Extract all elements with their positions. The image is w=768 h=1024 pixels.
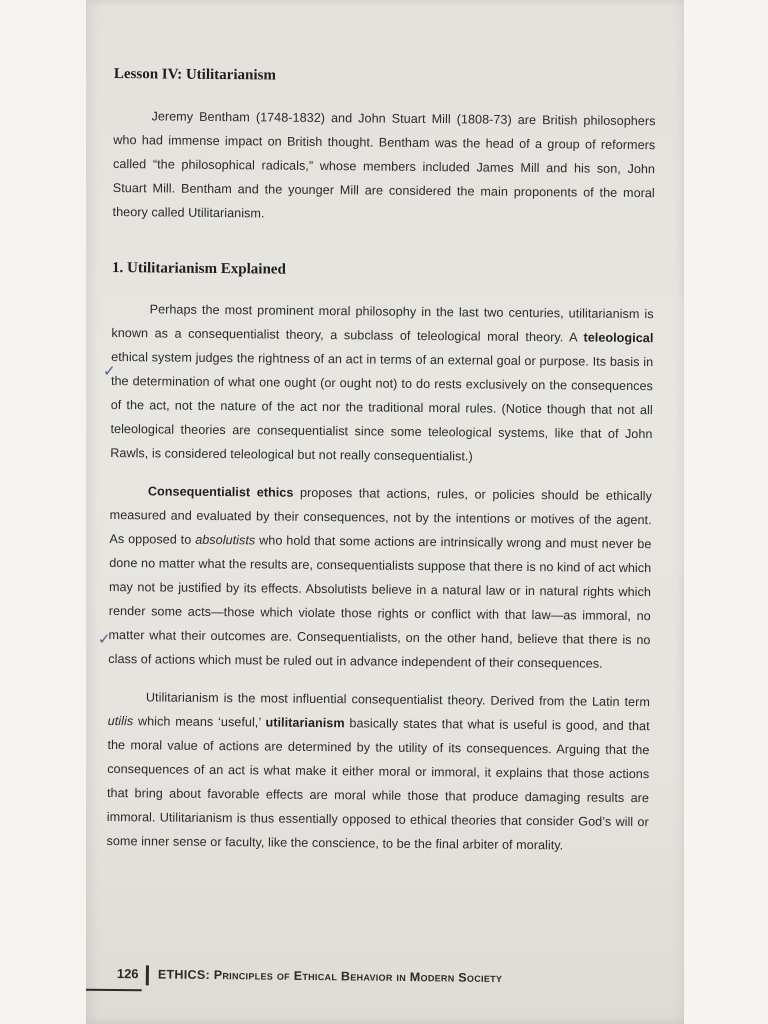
page-number: 126 xyxy=(116,966,139,982)
term-absolutists: absolutists xyxy=(195,532,256,548)
check-mark-icon: ✓ xyxy=(103,362,116,380)
section-title: 1. Utilitarianism Explained xyxy=(111,259,286,278)
book-page xyxy=(86,0,684,1024)
intro-paragraph: Jeremy Bentham (1748-1832) and John Stuart Mill (1808-73) are British philosophers who had immense impact on British thought. Bentham was the head of a group of reformers called “the philosophical radicals,” whose members included James Mill and his son, John Stuart Mill. Bentham and the younger Mill are considered the main proponents of the moral theory called Utilitarianism. xyxy=(112,109,656,221)
background-right xyxy=(684,0,768,1024)
term-utilitarianism: utilitarianism xyxy=(265,715,345,731)
term-consequentialist-ethics: Consequentialist ethics xyxy=(147,484,294,500)
check-mark-icon: ✓ xyxy=(98,630,111,648)
text-run: basically states that what is useful is good, and that the moral value of actions are determined by the utility of its consequences. Arguing that the consequences of an act is what make it either moral or immoral, it explains that those actions that bring about favorable effects are moral while those that produce damaging results are immoral. Utilitarianism is thus essentially opposed to ethical theories that consider God’s will or some inner sense or faculty, like the conscience, to be the final arbiter of morality. xyxy=(106,716,650,853)
lesson-title: Lesson IV: Utilitarianism xyxy=(113,66,276,84)
background-left xyxy=(0,0,86,1024)
term-utilis: utilis xyxy=(107,713,134,729)
term-teleological: teleological xyxy=(583,330,654,346)
paragraph-consequentialist xyxy=(108,479,652,676)
page-footer xyxy=(114,963,664,999)
footer-divider xyxy=(146,965,149,985)
paragraph-teleological xyxy=(110,297,654,470)
text-run: ethical system judges the rightness of an act in terms of an external goal or purpose. Its basis in the determination of what one ought (or ought not) to do rests exclusively on the consequences of the act, not the nature of the act nor the traditional moral rules. (Notice though that not all teleological theories are consequentialist since some teleological systems, like that of John Rawls, is considered teleological but not really consequentialist.) xyxy=(110,349,654,464)
text-run: proposes that actions, rules, or policies should be ethically measured and evaluated by their consequences, not by the intentions or motives of the agent. As opposed to xyxy=(109,485,652,547)
paragraph-utilitarianism xyxy=(106,685,650,858)
book-title: ETHICS: Principles of Ethical Behavior in Modern Society xyxy=(157,967,503,986)
text-run: who hold that some actions are intrinsically wrong and must never be done no matter what the results are, consequentialists suppose that there is no kind of act which may not be justified by its effects. Absolutists believe in a natural law or in natural rights which render some acts—those which violate those rights or conflict with that law—as immoral, no matter what their outcomes are. Consequentialists, on the other hand, believe that there is no class of actions which must be ruled out in advance independent of their consequences. xyxy=(108,533,652,671)
text-run: Utilitarianism is the most influential consequentialist theory. Derived from the Latin term xyxy=(145,690,650,710)
page-content xyxy=(106,66,656,872)
text-run: Perhaps the most prominent moral philosophy in the last two centuries, utilitarianism is known as a consequentialist theory, a subclass of teleological moral theory. A xyxy=(111,302,654,345)
footer-rule xyxy=(86,989,142,992)
text-run: which means ‘useful,’ xyxy=(133,714,266,730)
